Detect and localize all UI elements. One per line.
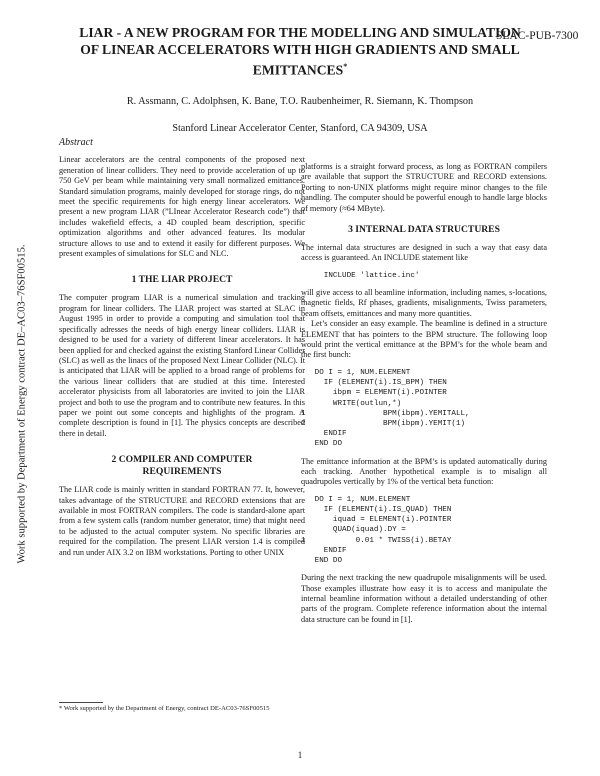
section-2-heading: 2 COMPILER AND COMPUTER REQUIREMENTS	[111, 454, 253, 478]
section-3-para-1: The internal data structures are designed in such a way that easy data access is guaranteed. An INCLUDE statement like	[301, 243, 547, 263]
page-number: 1	[297, 750, 303, 760]
section-3-para-4: The emittance information at the BPM’s is updated automatically during each tracking. Another hypothetical example is to misalign all quadrupoles vertically by 1% of the vertical beta function:	[301, 456, 547, 487]
report-number: SLAC-PUB-7300	[496, 30, 579, 42]
section-3-para-2: will give access to all beamline information, including names, s-locations, magnetic fields, Rf phases, gradients, misalignments, Twiss parameters, beam offsets, emittances and many more quantities.	[301, 288, 547, 318]
section-1-heading: 1 THE LIAR PROJECT	[131, 274, 233, 286]
right-column	[301, 162, 547, 625]
left-column	[59, 138, 305, 558]
section-3-para-5: During the next tracking the new quadrupole misalignments will be used. Those examples illustrate how easy it is to access and manipulate the internal beamline information without a detailed understanding of other parts of the program. Complete reference information about the internal data structure can be found in [1].	[301, 573, 547, 624]
title-footnote-mark: *	[343, 62, 348, 71]
paper-title	[40, 24, 560, 79]
abstract-text: Linear accelerators are the central components of the proposed next generation of linear colliders. They need to provide acceleration of up to 750 GeV per beam while maintaining very small normalized emittances. Standard simulation programs, mainly developed for storage rings, do not meet the specific requirements for high energy linear accelerators. We present a new program LIAR (”LInear Accelerator Research code”) that includes wakefield effects, a 4D coupled beam description, specific optimization algorithms and other advanced features. Its modular structure allows to use and to extend it easily for different purposes. We present examples of simulations for SLC and NLC.	[59, 155, 305, 259]
abstract-heading: Abstract	[59, 137, 93, 148]
section-2-continuation: platforms is a straight forward process, as long as FORTRAN compilers are available that support the STRUCTURE and RECORD extensions. Porting to non-UNIX platforms might require minor changes to the file handling. The computer should be powerful enough to handle large blocks of memory (≈64 MByte).	[301, 162, 547, 213]
title-line-2: OF LINEAR ACCELERATORS WITH HIGH GRADIENTS AND SMALL	[80, 42, 520, 57]
section-2-text: The LIAR code is mainly written in standard FORTRAN 77. It, however, takes advantage of the STRUCTURE and RECORD extensions that are available in most FORTRAN compilers. The code is standard-alone apart from a few system calls (random number generator, time) that might need to be adjusted to the actual computer system. No specific libraries are required for the compilation. The present LIAR version 1.4 is compiled and run under AIX 3.2 on IBM workstations. Porting to other UNIX	[59, 485, 305, 557]
author-list: R. Assmann, C. Adolphsen, K. Bane, T.O. Raubenheimer, R. Siemann, K. Thompson	[126, 96, 474, 107]
title-line-3: EMITTANCES*	[252, 62, 348, 78]
code-quad-loop: DO I = 1, NUM.ELEMENT IF (ELEMENT(i).IS_QUAD) THEN iquad = ELEMENT(i).POINTER QUAD(iquad).DY = 1 0.01 * TWISS(i).BETAY ENDIF END DO	[301, 495, 452, 565]
code-bpm-loop: DO I = 1, NUM.ELEMENT IF (ELEMENT(i).IS_BPM) THEN ibpm = ELEMENT(i).POINTER WRITE(outlun,*) 1 BPM(ibpm).YEMITALL, 2 BPM(ibpm).YEMIT(1) ENDIF END DO	[301, 368, 470, 449]
footnote: * Work supported by the Department of Energy, contract DE-AC03-76SF00515	[59, 705, 270, 712]
code-include: INCLUDE 'lattice.inc'	[301, 271, 420, 280]
affiliation: Stanford Linear Accelerator Center, Stanford, CA 94309, USA	[172, 123, 428, 134]
section-3-para-3: Let’s consider an easy example. The beamline is defined in a structure ELEMENT that has pointers to the BPM structure. The following loop would print the vertical emittance at the BPM’s for the whole beam and the first bunch:	[301, 319, 547, 360]
footnote-rule	[59, 702, 103, 703]
section-1-text: The computer program LIAR is a numerical simulation and tracking program for linear colliders. The LIAR project was started at SLAC in August 1995 in order to provide a computing and simulation tool that specifically adresses the needs of high energy linear colliders. LIAR is designed to be used for a variety of different linear accelerators. It has been applied for and checked against the existing Stanford Linear Collider (SLC) as well as the linacs of the proposed Next Linear Collider (NLC). It is anticipated that LIAR will be applied to a broad range of problems for the various linear colliders that are studied at this time. Interested accelerator physicists from all laboratories are invited to join the LIAR project and both to use the program and to contribute new features. In this paper we point out some concepts and highlights of the program. A complete description is found in [1]. The physics concepts are described there in detail.	[59, 293, 305, 438]
funding-side-note: Work supported by Department of Energy contract DE–AC03–76SF00515.	[16, 244, 28, 564]
title-line-1: LIAR - A NEW PROGRAM FOR THE MODELLING AND SIMULATION	[79, 25, 521, 40]
section-3-heading: 3 INTERNAL DATA STRUCTURES	[348, 224, 500, 236]
